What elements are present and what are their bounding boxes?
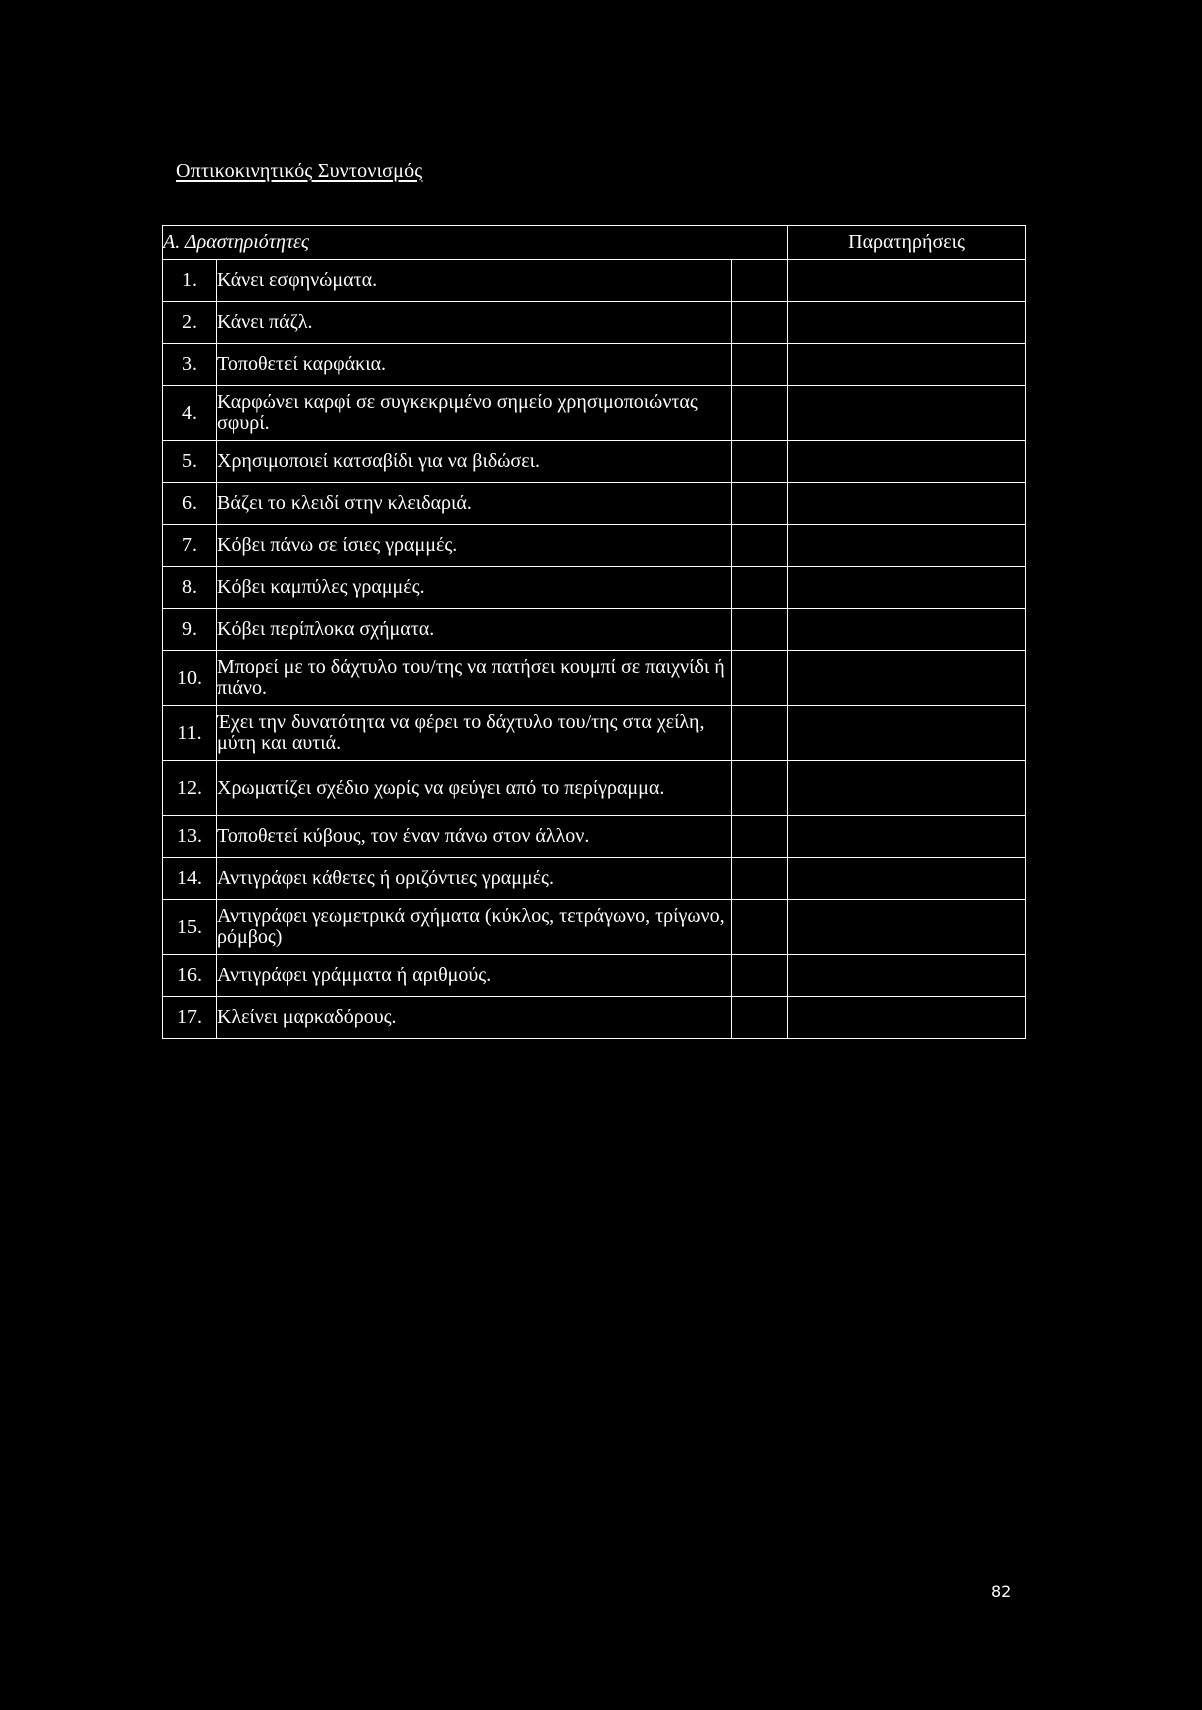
check-cell <box>732 525 788 567</box>
table-row <box>163 816 1026 858</box>
item-number: 14. <box>163 858 217 900</box>
activity-text: Κόβει πάνω σε ίσιες γραμμές. <box>217 525 732 567</box>
table-row <box>163 651 1026 706</box>
check-cell <box>732 609 788 651</box>
observations-cell <box>788 260 1026 302</box>
item-number: 17. <box>163 997 217 1039</box>
observations-cell <box>788 344 1026 386</box>
table-row <box>163 386 1026 441</box>
item-number: 13. <box>163 816 217 858</box>
activity-text: Τοποθετεί κύβους, τον έναν πάνω στον άλλον. <box>217 816 732 858</box>
activities-header: Α. Δραστηριότητες <box>163 226 788 260</box>
page-title: Οπτικοκινητικός Συντονισμός <box>176 160 423 182</box>
page-number: 82 <box>991 1582 1012 1601</box>
activity-text: Κάνει εσφηνώματα. <box>217 260 732 302</box>
activity-text: Αντιγράφει γεωμετρικά σχήματα (κύκλος, τετράγωνο, τρίγωνο, ρόμβος) <box>217 900 732 955</box>
check-cell <box>732 761 788 816</box>
observations-cell <box>788 706 1026 761</box>
item-number: 9. <box>163 609 217 651</box>
observations-cell <box>788 955 1026 997</box>
activities-table <box>162 225 1026 1039</box>
activity-text: Κάνει πάζλ. <box>217 302 732 344</box>
item-number: 10. <box>163 651 217 706</box>
activity-text: Χρωματίζει σχέδιο χωρίς να φεύγει από το περίγραμμα. <box>217 761 732 816</box>
table-row <box>163 441 1026 483</box>
table-row <box>163 761 1026 816</box>
item-number: 11. <box>163 706 217 761</box>
observations-cell <box>788 483 1026 525</box>
observations-cell <box>788 651 1026 706</box>
item-number: 4. <box>163 386 217 441</box>
table-row <box>163 344 1026 386</box>
activity-text: Κόβει καμπύλες γραμμές. <box>217 567 732 609</box>
item-number: 6. <box>163 483 217 525</box>
table-row <box>163 858 1026 900</box>
check-cell <box>732 302 788 344</box>
item-number: 1. <box>163 260 217 302</box>
observations-cell <box>788 386 1026 441</box>
table-row <box>163 706 1026 761</box>
observations-cell <box>788 858 1026 900</box>
observations-cell <box>788 997 1026 1039</box>
check-cell <box>732 816 788 858</box>
check-cell <box>732 706 788 761</box>
observations-cell <box>788 761 1026 816</box>
table-row <box>163 955 1026 997</box>
observations-header: Παρατηρήσεις <box>788 226 1026 260</box>
check-cell <box>732 900 788 955</box>
check-cell <box>732 651 788 706</box>
observations-cell <box>788 816 1026 858</box>
activity-text: Βάζει το κλειδί στην κλειδαριά. <box>217 483 732 525</box>
activity-text: Μπορεί με το δάχτυλο του/της να πατήσει κουμπί σε παιχνίδι ή πιάνο. <box>217 651 732 706</box>
item-number: 7. <box>163 525 217 567</box>
table-row <box>163 260 1026 302</box>
activity-text: Κλείνει μαρκαδόρους. <box>217 997 732 1039</box>
activity-text: Χρησιμοποιεί κατσαβίδι για να βιδώσει. <box>217 441 732 483</box>
check-cell <box>732 386 788 441</box>
item-number: 3. <box>163 344 217 386</box>
table-row <box>163 900 1026 955</box>
check-cell <box>732 260 788 302</box>
activity-text: Καρφώνει καρφί σε συγκεκριμένο σημείο χρησιμοποιώντας σφυρί. <box>217 386 732 441</box>
check-cell <box>732 997 788 1039</box>
observations-cell <box>788 567 1026 609</box>
table-row <box>163 483 1026 525</box>
activity-text: Κόβει περίπλοκα σχήματα. <box>217 609 732 651</box>
check-cell <box>732 858 788 900</box>
activity-text: Αντιγράφει κάθετες ή οριζόντιες γραμμές. <box>217 858 732 900</box>
table-header-row <box>163 226 1026 260</box>
activity-text: Τοποθετεί καρφάκια. <box>217 344 732 386</box>
observations-cell <box>788 609 1026 651</box>
activity-text: Έχει την δυνατότητα να φέρει το δάχτυλο του/της στα χείλη, μύτη και αυτιά. <box>217 706 732 761</box>
table-row <box>163 302 1026 344</box>
item-number: 8. <box>163 567 217 609</box>
item-number: 5. <box>163 441 217 483</box>
observations-cell <box>788 525 1026 567</box>
table-row <box>163 567 1026 609</box>
table-row <box>163 997 1026 1039</box>
check-cell <box>732 344 788 386</box>
table-row <box>163 609 1026 651</box>
item-number: 2. <box>163 302 217 344</box>
item-number: 15. <box>163 900 217 955</box>
item-number: 12. <box>163 761 217 816</box>
observations-cell <box>788 302 1026 344</box>
check-cell <box>732 483 788 525</box>
check-cell <box>732 441 788 483</box>
observations-cell <box>788 900 1026 955</box>
item-number: 16. <box>163 955 217 997</box>
observations-cell <box>788 441 1026 483</box>
check-cell <box>732 567 788 609</box>
activity-text: Αντιγράφει γράμματα ή αριθμούς. <box>217 955 732 997</box>
check-cell <box>732 955 788 997</box>
table-row <box>163 525 1026 567</box>
